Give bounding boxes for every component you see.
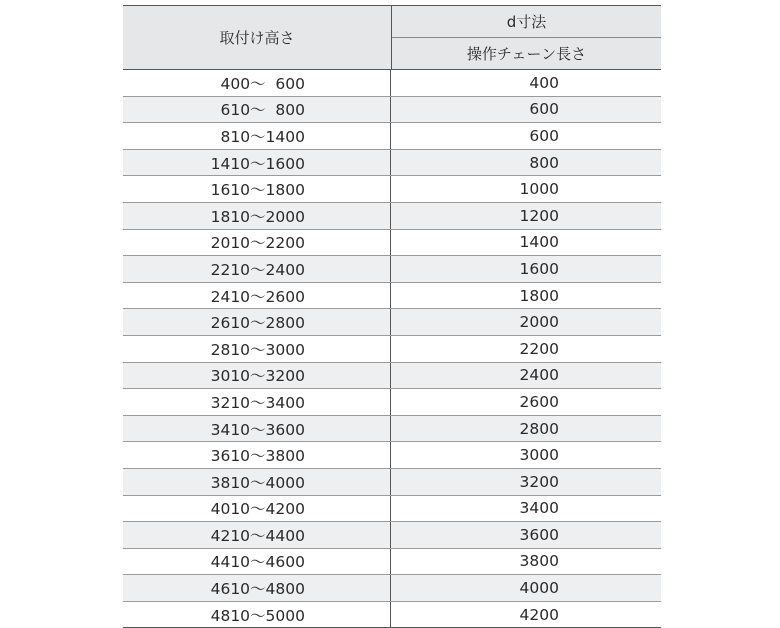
cell-mount-height: 610～ 800	[123, 97, 391, 123]
table-row	[123, 283, 661, 310]
cell-mount-height: 3410～3600	[123, 416, 391, 442]
cell-mount-height: 1410～1600	[123, 150, 391, 176]
cell-mount-height: 3810～4000	[123, 469, 391, 495]
cell-chain-length: 400	[529, 73, 559, 92]
cell-mount-height: 1610～1800	[123, 176, 391, 202]
table-row	[123, 469, 661, 496]
table-body	[123, 70, 661, 628]
cell-mount-height: 4210～4400	[123, 522, 391, 548]
table-row	[123, 442, 661, 469]
cell-chain-length: 3800	[519, 552, 559, 571]
cell-chain-length: 600	[529, 126, 559, 145]
header-mount-height: 取付け高さ	[123, 6, 392, 69]
cell-chain-length: 3400	[519, 499, 559, 518]
cell-mount-height: 2210～2400	[123, 256, 391, 282]
cell-mount-height: 1810～2000	[123, 203, 391, 229]
cell-chain-length: 2400	[519, 366, 559, 385]
table-header	[123, 6, 661, 70]
cell-chain-length: 3600	[519, 525, 559, 544]
table-row	[123, 97, 661, 124]
table-row	[123, 522, 661, 549]
cell-chain-length: 1000	[519, 180, 559, 199]
table-row	[123, 230, 661, 257]
table-row	[123, 256, 661, 283]
cell-chain-length: 4200	[519, 605, 559, 624]
table-row	[123, 203, 661, 230]
cell-mount-height: 810～1400	[123, 123, 391, 149]
cell-mount-height: 2010～2200	[123, 230, 391, 256]
header-d-dimension: d寸法	[392, 6, 661, 38]
cell-mount-height: 3610～3800	[123, 442, 391, 468]
table-row	[123, 389, 661, 416]
table-row	[123, 363, 661, 390]
cell-mount-height: 4010～4200	[123, 496, 391, 522]
table-row	[123, 150, 661, 177]
header-chain-length: 操作チェーン長さ	[466, 45, 587, 63]
cell-mount-height: 4610～4800	[123, 575, 391, 601]
cell-chain-length: 800	[529, 153, 559, 172]
table-row	[123, 602, 661, 628]
cell-mount-height: 3010～3200	[123, 363, 391, 389]
cell-mount-height: 3210～3400	[123, 389, 391, 415]
table-row	[123, 336, 661, 363]
table-row	[123, 123, 661, 150]
table-row	[123, 496, 661, 523]
cell-chain-length: 1800	[519, 286, 559, 305]
cell-chain-length: 2800	[519, 419, 559, 438]
cell-chain-length: 1200	[519, 206, 559, 225]
chain-length-table	[123, 5, 661, 628]
cell-mount-height: 2410～2600	[123, 283, 391, 309]
table-row	[123, 176, 661, 203]
cell-chain-length: 2600	[519, 392, 559, 411]
cell-chain-length: 3200	[519, 472, 559, 491]
cell-mount-height: 2810～3000	[123, 336, 391, 362]
table-row	[123, 70, 661, 97]
cell-chain-length: 600	[529, 100, 559, 119]
header-d-dimension-group	[392, 6, 661, 69]
cell-chain-length: 4000	[519, 579, 559, 598]
cell-chain-length: 2000	[519, 313, 559, 332]
cell-mount-height: 2610～2800	[123, 309, 391, 335]
cell-mount-height: 4410～4600	[123, 549, 391, 575]
table-row	[123, 549, 661, 576]
table-row	[123, 309, 661, 336]
table-row	[123, 575, 661, 602]
cell-chain-length: 2200	[519, 339, 559, 358]
table-row	[123, 416, 661, 443]
cell-mount-height: 400～ 600	[123, 70, 391, 96]
cell-chain-length: 3000	[519, 446, 559, 465]
cell-chain-length: 1400	[519, 233, 559, 252]
cell-mount-height: 4810～5000	[123, 602, 391, 628]
cell-chain-length: 1600	[519, 259, 559, 278]
